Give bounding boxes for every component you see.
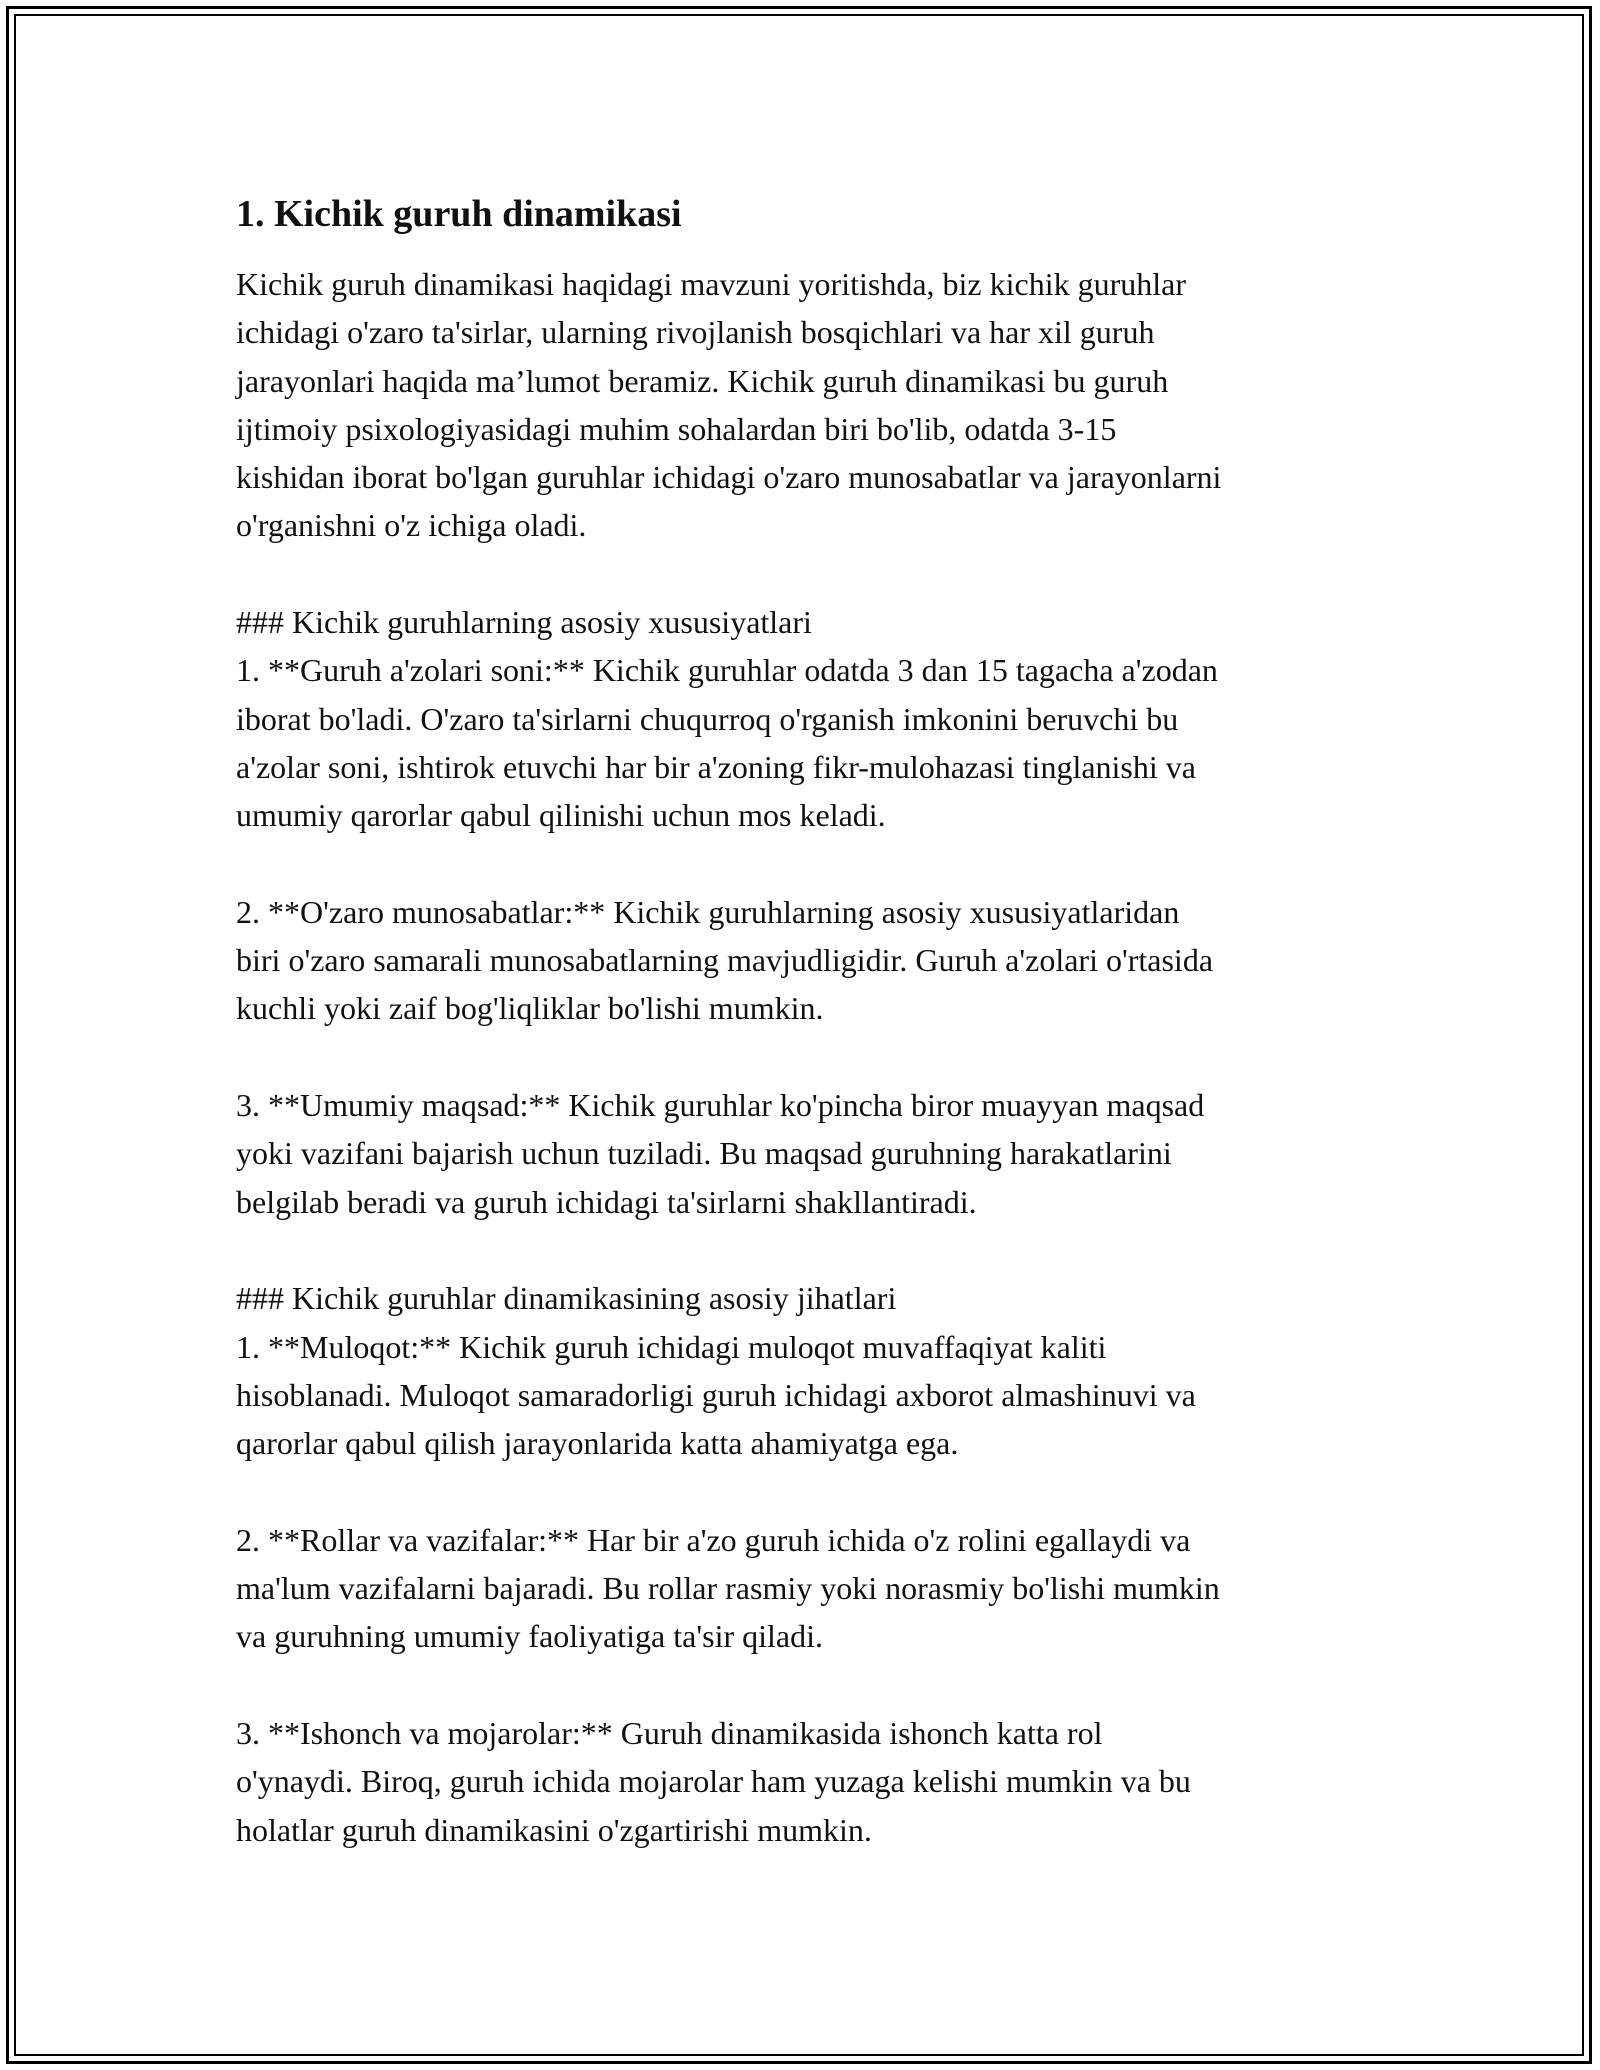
section-dynamics-paragraph: ### Kichik guruhlar dinamikasining asosiy jihatlari 1. **Muloqot:** Kichik guruh ichidagi muloqot muvaffaqiyat kaliti hisoblanadi. Muloqot samaradorligi guruh ichidagi axborot almashinuvi va qarorlar qabul qilish jarayonlarida katta ahamiyatga ega. [236, 1280, 1196, 1462]
trust-conflict-paragraph: 3. **Ishonch va mojarolar:** Guruh dinamikasida ishonch katta rol o'ynaydi. Biroq, guruh ichida mojarolar ham yuzaga kelishi mumkin va bu holatlar guruh dinamikasini o'zgartirishi mumkin. [236, 1714, 1191, 1848]
section-characteristics-paragraph: ### Kichik guruhlarning asosiy xususiyatlari 1. **Guruh a'zolari soni:** Kichik guruhlar odatda 3 dan 15 tagacha a'zodan iborat bo'ladi. O'zaro ta'sirlarni chuqurroq o'rganish imkonini beruvchi bu a'zolar soni, ishtirok etuvchi har bir a'zoning fikr-mulohazasi tinglanishi va umumiy qarorlar qabul qilinishi uchun mos keladi. [236, 604, 1218, 834]
intro-paragraph: Kichik guruh dinamikasi haqidagi mavzuni yoritishda, biz kichik guruhlar ichidagi o'zaro ta'sirlar, ularning rivojlanish bosqichlari va har xil guruh jarayonlari haqida ma’lumot beramiz. Kichik guruh dinamikasi bu guruh ijtimoiy psixologiyasidagi muhim sohalardan biri bo'lib, odatda 3-15 kishidan iborat bo'lgan guruhlar ichidagi o'zaro munosabatlar va jarayonlarni o'rganishni o'z ichiga oladi. [236, 266, 1222, 544]
common-goal-paragraph: 3. **Umumiy maqsad:** Kichik guruhlar ko'pincha biror muayyan maqsad yoki vazifani bajarish uchun tuziladi. Bu maqsad guruhning harakatlarini belgilab beradi va guruh ichidagi ta'sirlarni shakllantiradi. [236, 1087, 1205, 1220]
document-page [236, 188, 1396, 1854]
paragraph-gap [236, 550, 1396, 598]
page-title: 1. Kichik guruh dinamikasi [236, 193, 682, 235]
relationships-paragraph: 2. **O'zaro munosabatlar:** Kichik guruhlarning asosiy xususiyatlaridan biri o'zaro samarali munosabatlarning mavjudligidir. Guruh a'zolari o'rtasida kuchli yoki zaif bog'liqliklar bo'lishi mumkin. [236, 893, 1214, 1027]
paragraph-gap [236, 840, 1396, 888]
paragraph-gap [236, 1661, 1396, 1709]
roles-paragraph: 2. **Rollar va vazifalar:** Har bir a'zo guruh ichida o'z rolini egallaydi va ma'lum vazifalarni bajaradi. Bu rollar rasmiy yoki norasmiy bo'lishi mumkin va guruhning umumiy faoliyatiga ta'sir qiladi. [236, 1521, 1220, 1655]
paragraph-gap [236, 1033, 1396, 1081]
paragraph-gap [236, 1226, 1396, 1274]
paragraph-gap [236, 1467, 1396, 1515]
